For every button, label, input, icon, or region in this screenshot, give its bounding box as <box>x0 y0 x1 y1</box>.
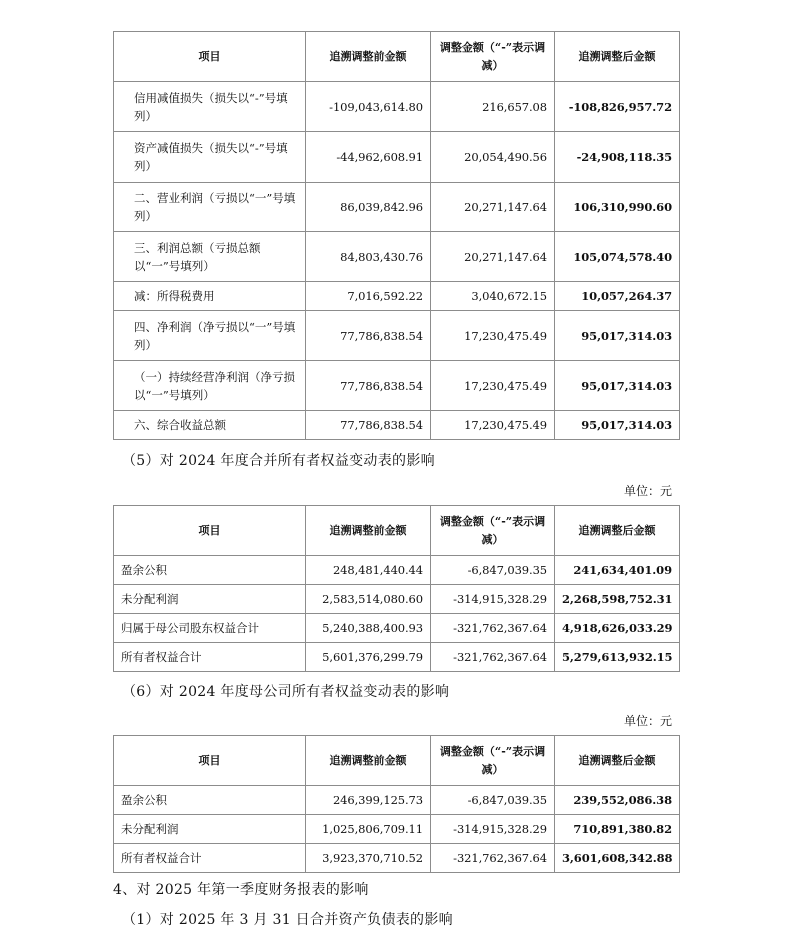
row-label: 三、利润总额（亏损总额以“一”号填列） <box>114 232 306 282</box>
adjust-value: -321,762,367.64 <box>431 643 555 672</box>
after-value: -108,826,957.72 <box>555 82 680 132</box>
column-header-item: 项目 <box>114 736 306 786</box>
table-row <box>114 232 680 282</box>
table-row <box>114 282 680 311</box>
row-label: 减：所得税费用 <box>114 282 306 311</box>
after-value: 10,057,264.37 <box>555 282 680 311</box>
before-value: -44,962,608.91 <box>306 132 431 183</box>
section-heading-4: 4、对 2025 年第一季度财务报表的影响 <box>113 882 369 898</box>
row-label: 盈余公积 <box>114 786 306 815</box>
after-value: 95,017,314.03 <box>555 311 680 361</box>
table-row <box>114 132 680 183</box>
before-value: 77,786,838.54 <box>306 311 431 361</box>
adjust-value: -321,762,367.64 <box>431 844 555 873</box>
consolidated-equity-table <box>113 505 680 672</box>
row-label: 盈余公积 <box>114 556 306 585</box>
table-row <box>114 411 680 440</box>
adjust-value: 17,230,475.49 <box>431 311 555 361</box>
before-value: 77,786,838.54 <box>306 361 431 411</box>
section-heading-5: （5）对 2024 年度合并所有者权益变动表的影响 <box>122 453 435 469</box>
before-value: 2,583,514,080.60 <box>306 585 431 614</box>
table-row <box>114 643 680 672</box>
before-value: 246,399,125.73 <box>306 786 431 815</box>
before-value: 5,601,376,299.79 <box>306 643 431 672</box>
after-value: -24,908,118.35 <box>555 132 680 183</box>
column-header-item: 项目 <box>114 32 306 82</box>
table-row <box>114 361 680 411</box>
adjust-value: -314,915,328.29 <box>431 815 555 844</box>
adjust-value: -6,847,039.35 <box>431 556 555 585</box>
adjust-value: -6,847,039.35 <box>431 786 555 815</box>
row-label: 资产减值损失（损失以“-”号填列） <box>114 132 306 183</box>
column-header-before: 追溯调整前金额 <box>306 506 431 556</box>
before-value: 3,923,370,710.52 <box>306 844 431 873</box>
column-header-after: 追溯调整后金额 <box>555 32 680 82</box>
after-value: 4,918,626,033.29 <box>555 614 680 643</box>
row-label: 未分配利润 <box>114 585 306 614</box>
table-row <box>114 815 680 844</box>
table-row <box>114 786 680 815</box>
adjust-value: -314,915,328.29 <box>431 585 555 614</box>
column-header-adjust: 调整金额（“-”表示调减） <box>431 506 555 556</box>
before-value: 1,025,806,709.11 <box>306 815 431 844</box>
table-header-row <box>114 32 680 82</box>
unit-label: 单位：元 <box>623 714 672 728</box>
before-value: 5,240,388,400.93 <box>306 614 431 643</box>
row-label: 归属于母公司股东权益合计 <box>114 614 306 643</box>
after-value: 95,017,314.03 <box>555 411 680 440</box>
section-heading-4-1: （1）对 2025 年 3 月 31 日合并资产负债表的影响 <box>122 912 453 928</box>
row-label: 六、综合收益总额 <box>114 411 306 440</box>
row-label: 未分配利润 <box>114 815 306 844</box>
column-header-after: 追溯调整后金额 <box>555 736 680 786</box>
row-label: 四、净利润（净亏损以“一”号填列） <box>114 311 306 361</box>
before-value: 7,016,592.22 <box>306 282 431 311</box>
adjust-value: 20,054,490.56 <box>431 132 555 183</box>
row-label: 所有者权益合计 <box>114 844 306 873</box>
table-row <box>114 311 680 361</box>
adjust-value: 17,230,475.49 <box>431 411 555 440</box>
after-value: 239,552,086.38 <box>555 786 680 815</box>
after-value: 241,634,401.09 <box>555 556 680 585</box>
before-value: 86,039,842.96 <box>306 183 431 232</box>
row-label: 信用减值损失（损失以“-”号填列） <box>114 82 306 132</box>
adjust-value: 17,230,475.49 <box>431 361 555 411</box>
before-value: 84,803,430.76 <box>306 232 431 282</box>
income-statement-table <box>113 31 680 440</box>
after-value: 5,279,613,932.15 <box>555 643 680 672</box>
table-row <box>114 585 680 614</box>
adjust-value: -321,762,367.64 <box>431 614 555 643</box>
column-header-item: 项目 <box>114 506 306 556</box>
column-header-before: 追溯调整前金额 <box>306 736 431 786</box>
table-header-row <box>114 506 680 556</box>
table-row <box>114 556 680 585</box>
adjust-value: 3,040,672.15 <box>431 282 555 311</box>
table-row <box>114 614 680 643</box>
row-label: 所有者权益合计 <box>114 643 306 672</box>
after-value: 2,268,598,752.31 <box>555 585 680 614</box>
table-row <box>114 82 680 132</box>
unit-label: 单位：元 <box>623 484 672 498</box>
after-value: 95,017,314.03 <box>555 361 680 411</box>
adjust-value: 20,271,147.64 <box>431 183 555 232</box>
table-header-row <box>114 736 680 786</box>
after-value: 710,891,380.82 <box>555 815 680 844</box>
section-heading-6: （6）对 2024 年度母公司所有者权益变动表的影响 <box>122 684 450 700</box>
column-header-before: 追溯调整前金额 <box>306 32 431 82</box>
column-header-adjust: 调整金额（“-”表示调减） <box>431 32 555 82</box>
parent-equity-table <box>113 735 680 873</box>
table-row <box>114 183 680 232</box>
row-label: 二、营业利润（亏损以“一”号填列） <box>114 183 306 232</box>
after-value: 3,601,608,342.88 <box>555 844 680 873</box>
before-value: 248,481,440.44 <box>306 556 431 585</box>
row-label: （一）持续经营净利润（净亏损以“一”号填列） <box>114 361 306 411</box>
table-row <box>114 844 680 873</box>
column-header-after: 追溯调整后金额 <box>555 506 680 556</box>
after-value: 105,074,578.40 <box>555 232 680 282</box>
adjust-value: 20,271,147.64 <box>431 232 555 282</box>
before-value: 77,786,838.54 <box>306 411 431 440</box>
after-value: 106,310,990.60 <box>555 183 680 232</box>
column-header-adjust: 调整金额（“-”表示调减） <box>431 736 555 786</box>
before-value: -109,043,614.80 <box>306 82 431 132</box>
adjust-value: 216,657.08 <box>431 82 555 132</box>
